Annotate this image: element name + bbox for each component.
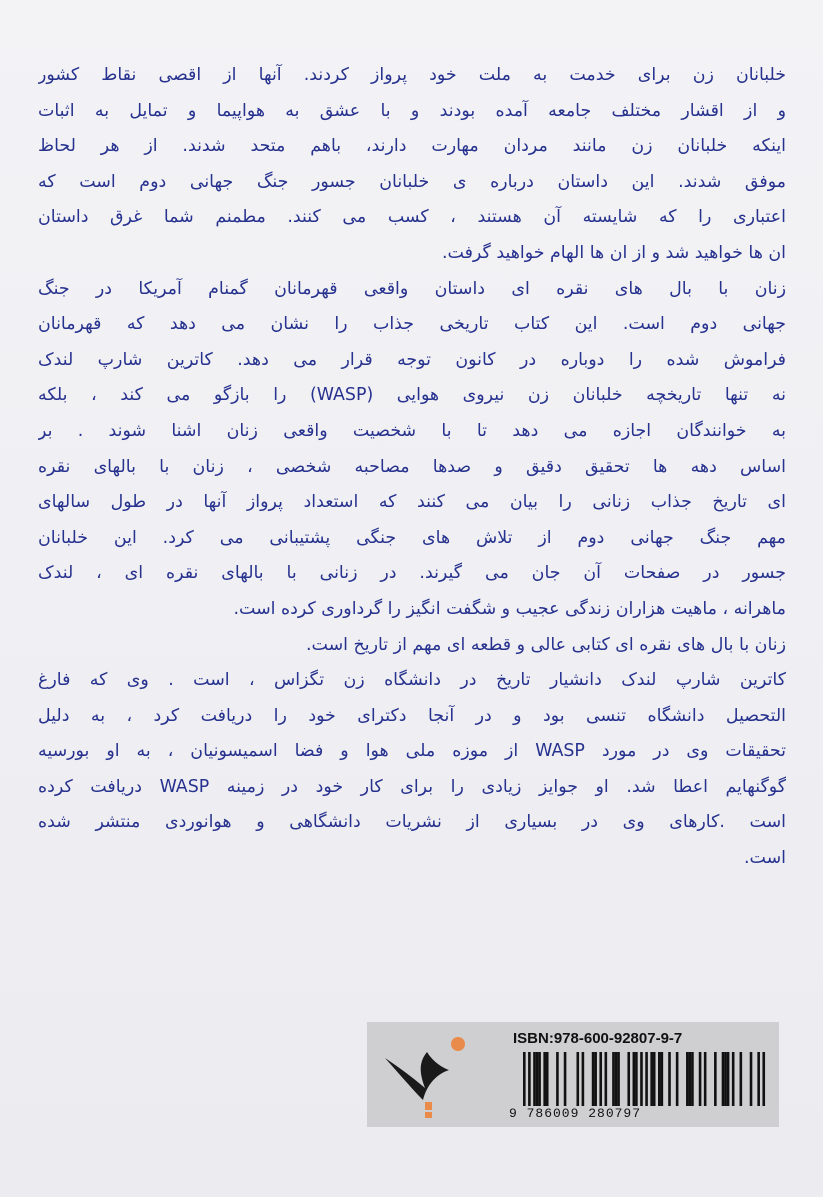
barcode-bar <box>576 1052 579 1106</box>
barcode-bar <box>689 1052 692 1106</box>
text-line: خلبانان زن برای خدمت به ملت خود پرواز کردند. آنها از اقصی نقاط کشور <box>38 65 786 85</box>
barcode-bar <box>582 1052 585 1106</box>
barcode-bar <box>658 1052 661 1106</box>
barcode-bar <box>661 1052 664 1106</box>
text-line: اساس دهه ها تحقیق دقیق و صدها مصاحبه شخصی ، زنان با بالهای نقره <box>38 456 786 477</box>
text-line: زنان با بال های نقره ای کتابی عالی و قطعه ای مهم از تاریخ است. <box>306 634 786 655</box>
barcode-bar <box>686 1052 689 1106</box>
barcode-bar <box>640 1052 643 1106</box>
barcode-bar <box>615 1052 618 1106</box>
barcode-bar <box>528 1052 531 1106</box>
text-line: موفق شدند. این داستان درباره ی خلبانان جسور جنگ جهانی دوم است که <box>38 171 786 192</box>
barcode-bar <box>727 1052 730 1106</box>
text-line: جهانی دوم است. این کتاب تاریخی جذاب را نشان می دهد که قهرمانان <box>38 314 786 335</box>
barcode-bar <box>704 1052 707 1106</box>
barcode-bar <box>546 1052 549 1106</box>
barcode-bar <box>523 1052 526 1106</box>
text-line: به خوانندگان اجازه می دهد تا با شخصیت واقعی زنان اشنا شوند . بر <box>38 420 786 441</box>
barcode-bar <box>627 1052 630 1106</box>
barcode-digits: 9 786009 280797 <box>509 1106 642 1121</box>
text-line: فراموش شده را دوباره در کانون توجه قرار می دهد. کاترین شارپ لندک <box>38 349 786 370</box>
text-line: اعتباری را که شایسته آن هستند ، کسب می کنند. مطمنم شما غرق داستان <box>38 207 786 228</box>
isbn-label: ISBN:978-600-92807-9-7 <box>513 1030 683 1047</box>
barcode-image <box>509 1052 769 1108</box>
barcode-bar <box>592 1052 595 1106</box>
barcode-bar <box>605 1052 608 1106</box>
isbn-barcode-panel <box>367 1022 779 1127</box>
barcode-bar <box>668 1052 671 1106</box>
blurb-text <box>38 58 786 877</box>
text-line: زنان با بال های نقره ای داستان واقعی قهرمانان گمنام آمریکا در جنگ <box>38 278 786 299</box>
text-line: التحصیل دانشگاه تنسی بود و در آنجا دکترای خود را دریافت کرد ، به دلیل <box>38 705 786 726</box>
text-line: جسور در صفحات آن جان می گیرند. در زنانی با بالهای نقره ای ، لندک <box>38 563 786 584</box>
publisher-logo <box>367 1022 467 1127</box>
barcode-bar <box>538 1052 541 1106</box>
text-line: گوگنهایم اعطا شد. او جوایز زیادی را برای کار خود در زمینه WASP دریافت کرده <box>38 776 786 797</box>
text-line: اینکه خلبانان زن مانند مردان مهارت دارند، باهم متحد شدند. از هر لحاظ <box>38 136 786 157</box>
barcode-bar <box>645 1052 648 1106</box>
barcode-bar <box>653 1052 656 1106</box>
barcode-bar <box>612 1052 615 1106</box>
barcode-bar <box>599 1052 602 1106</box>
barcode-bar <box>732 1052 735 1106</box>
barcode-bar <box>543 1052 546 1106</box>
barcode-bar <box>676 1052 679 1106</box>
text-line: است .کارهای وی در بسیاری از نشریات دانشگاهی و هوانوردی منتشر شده <box>38 812 786 833</box>
barcode-bar <box>594 1052 597 1106</box>
barcode-bar <box>691 1052 694 1106</box>
text-line: کاترین شارپ لندک دانشیار تاریخ در دانشگاه زن تگزاس ، است . وی که فارغ <box>38 670 786 691</box>
barcode-bar <box>617 1052 620 1106</box>
barcode-bar <box>650 1052 653 1106</box>
barcode-bar <box>635 1052 638 1106</box>
barcode-bar <box>714 1052 717 1106</box>
text-line: ان ها خواهید شد و از ان ها الهام خواهید گرفت. <box>442 242 786 263</box>
barcode-bar <box>722 1052 725 1106</box>
barcode-bar <box>536 1052 539 1106</box>
barcode-bar <box>724 1052 727 1106</box>
text-line: است. <box>743 848 786 869</box>
barcode-bar <box>533 1052 536 1106</box>
barcode-bar <box>762 1052 765 1106</box>
text-line: مهم جنگ جهانی دوم از تلاش های جنگی پشتیبانی می کرد. این خلبانان <box>38 527 786 548</box>
text-line: نه تنها تاریخچه خلبانان زن نیروی هوایی (WASP) را بازگو می کند ، بلکه <box>38 385 786 406</box>
barcode-bar <box>633 1052 636 1106</box>
barcode-bar <box>699 1052 702 1106</box>
barcode-bar <box>750 1052 753 1106</box>
text-line: تحقیقات وی در مورد WASP از موزه ملی هوا و فضا اسمیسونیان ، به او بورسیه <box>38 741 786 762</box>
barcode-bar <box>757 1052 760 1106</box>
text-line: ای تاریخ جذاب زنانی را بیان می کنند که استعداد پرواز آنها در طول سالهای <box>38 492 786 513</box>
barcode-bar <box>564 1052 567 1106</box>
barcode-bar <box>556 1052 559 1106</box>
text-line: و از اقشار مختلف جامعه آمده بودند و با عشق به هواپیما و تمایل به اثبات <box>38 100 786 121</box>
barcode-bar <box>740 1052 743 1106</box>
text-line: ماهرانه ، ماهیت هزاران زندگی عجیب و شگفت انگیز را گرداوری کرده است. <box>233 598 786 619</box>
